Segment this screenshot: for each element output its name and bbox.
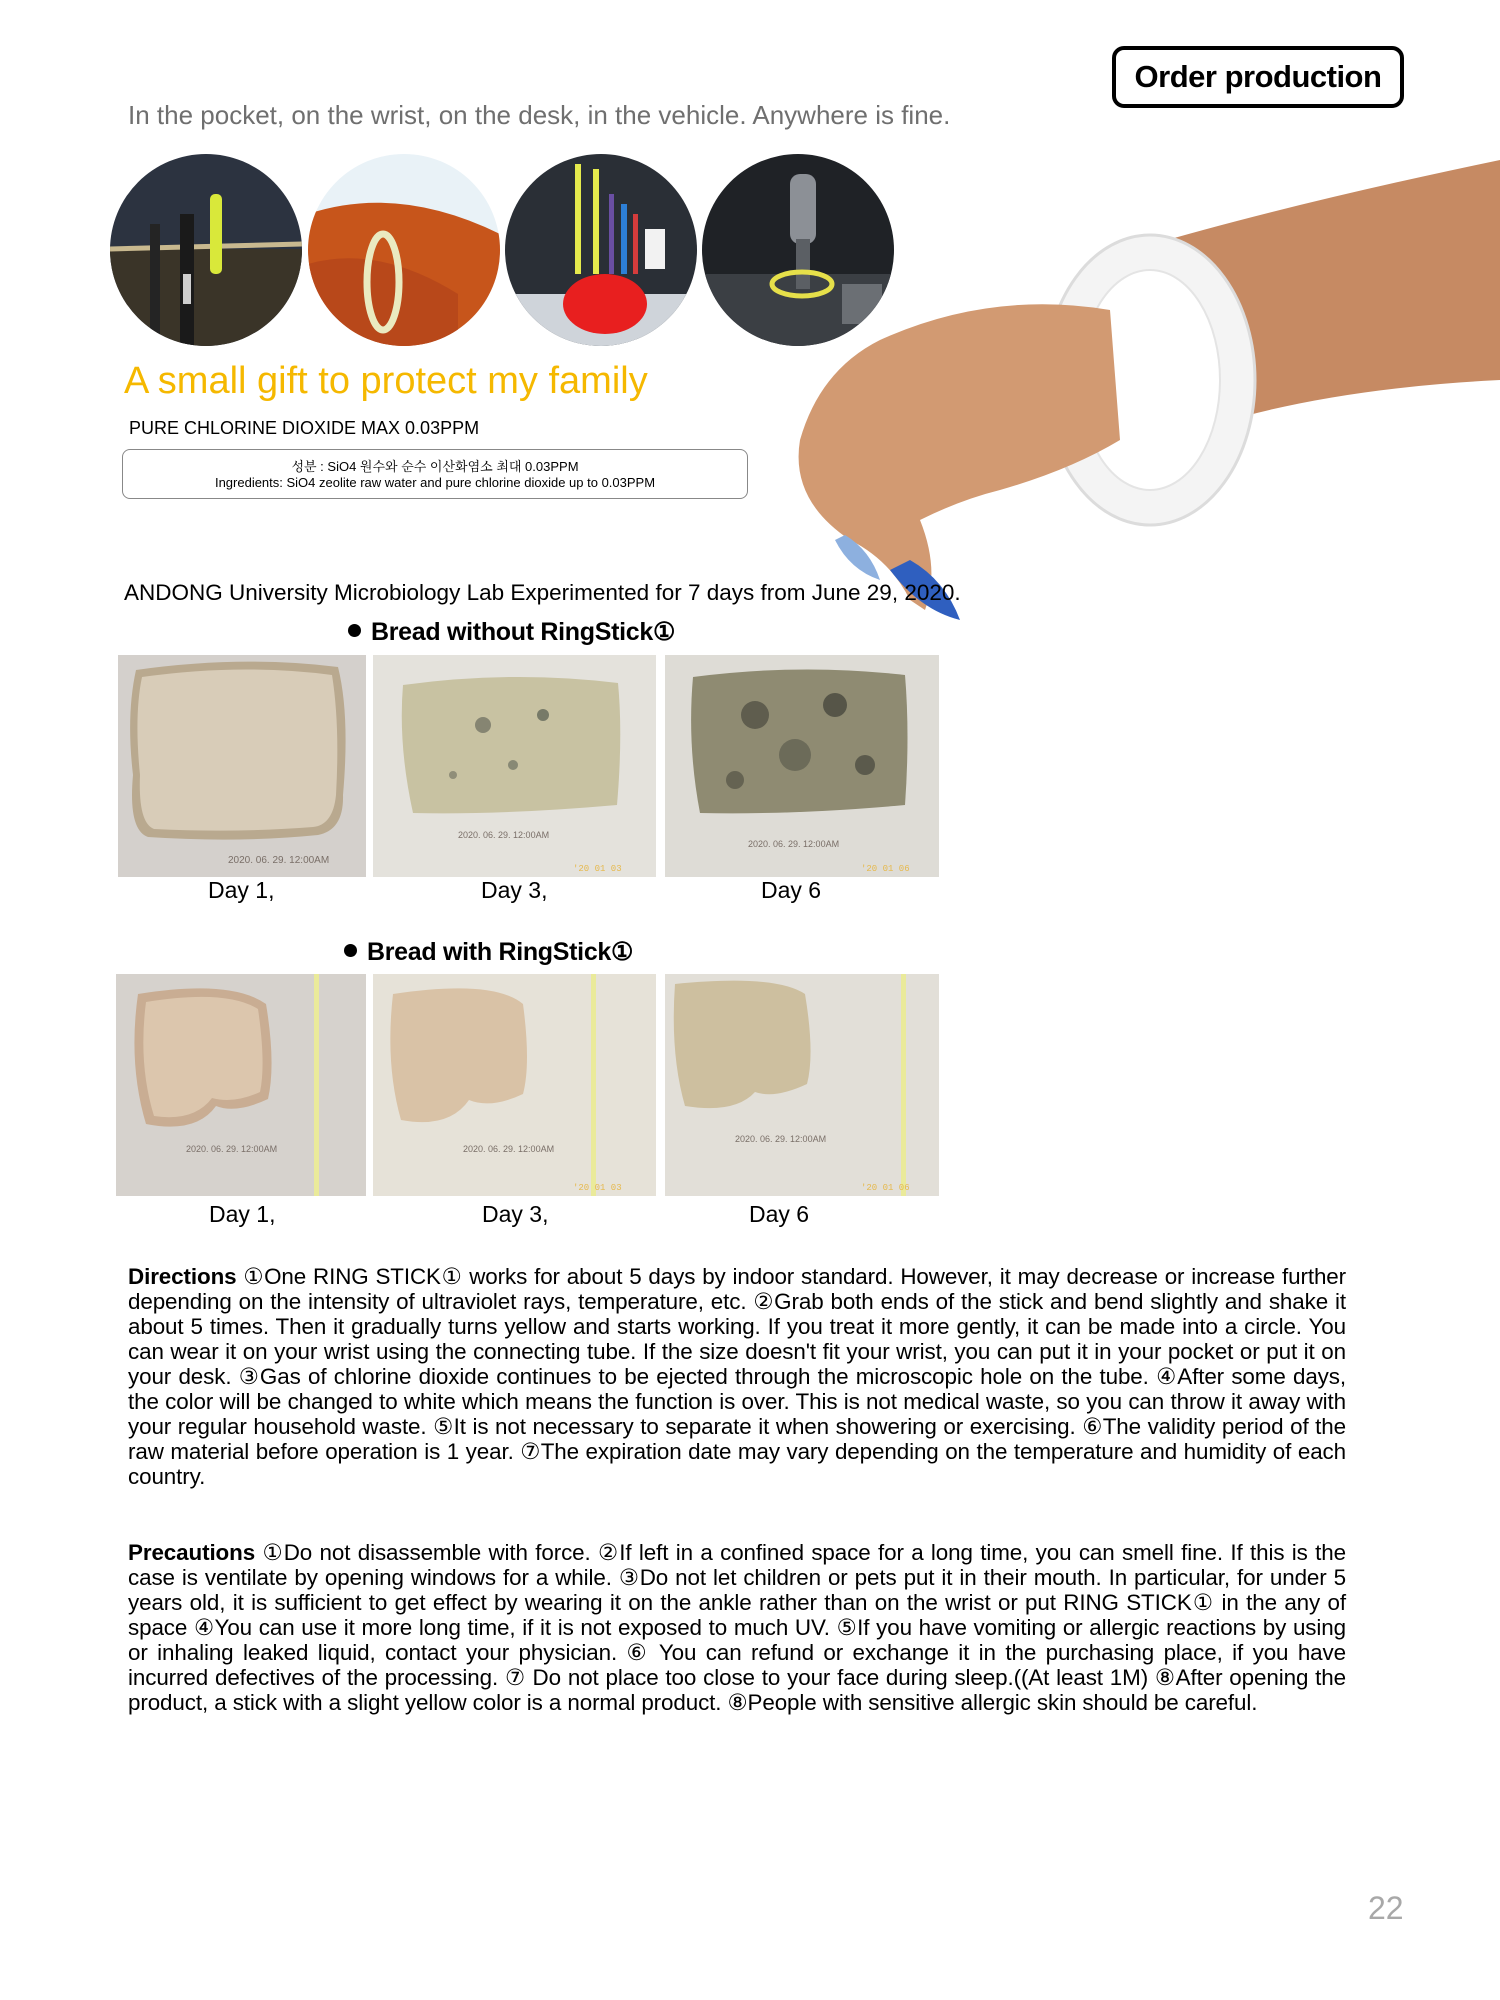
camera-date-stamp: '20 01 03 — [573, 864, 622, 874]
lab-experiment-line: ANDONG University Microbiology Lab Experimented for 7 days from June 29, 2020. — [124, 580, 961, 605]
photo-timestamp: 2020. 06. 29. 12:00AM — [463, 1144, 555, 1154]
directions-paragraph — [128, 1264, 1346, 1489]
day-label: Day 3, — [482, 1201, 549, 1227]
bread-with-ringstick-title: Bread with RingStick① — [367, 938, 634, 966]
day-label: Day 3, — [481, 877, 548, 903]
day-label: Day 6 — [761, 877, 822, 903]
tagline: In the pocket, on the wrist, on the desk, in the vehicle. Anywhere is fine. — [128, 100, 951, 130]
bread-with-day1-photo — [116, 974, 366, 1196]
bread-without-ringstick-title: Bread without RingStick① — [371, 618, 676, 646]
photo-timestamp: 2020. 06. 29. 12:00AM — [228, 855, 330, 866]
bread-with-day3-photo — [373, 974, 656, 1196]
pocket-usage-photo — [110, 154, 302, 346]
precautions-heading: Precautions — [128, 1540, 256, 1565]
day-label: Day 1, — [208, 877, 275, 903]
photo-timestamp: 2020. 06. 29. 12:00AM — [458, 830, 550, 840]
bread-with-day6-photo — [665, 974, 939, 1196]
gift-title: A small gift to protect my family — [124, 360, 648, 402]
chlorine-dioxide-spec: PURE CHLORINE DIOXIDE MAX 0.03PPM — [129, 418, 480, 438]
bread-with-ringstick-heading — [344, 937, 633, 967]
directions-heading: Directions — [128, 1264, 237, 1289]
precautions-text: ①Do not disassemble with force. ②If left in a confined space for a long time, you can smell fine. If this is the case is ventilate by opening windows for a while. ③Do not let children or pets put it in their mouth. In particular, for under 5 years old, it is sufficient to get effect by wearing it on the ankle rather than on the wrist or put RING STICK① in the any of space ④You can use it more long time, if it is not exposed to much UV. ⑤If you have vomiting or allergic reactions by using or inhaling leaked liquid, contact your physician. ⑥ You can refund or exchange it in the purchasing place, if you have incurred defectives of the processing. ⑦ Do not place too close to your face during sleep.((At least 1M) ⑧After opening the product, a stick with a slight yellow color is a normal product. ⑧People with sensitive allergic skin should be careful. — [128, 1540, 1346, 1715]
photo-timestamp: 2020. 06. 29. 12:00AM — [735, 1134, 827, 1144]
wrist-usage-photo — [308, 154, 500, 346]
precautions-paragraph — [128, 1540, 1346, 1715]
camera-date-stamp: '20 01 03 — [573, 1183, 622, 1193]
bullet-icon — [344, 944, 357, 957]
day-label: Day 6 — [749, 1201, 810, 1227]
photo-timestamp: 2020. 06. 29. 12:00AM — [186, 1144, 278, 1154]
order-production-button[interactable]: Order production — [1112, 46, 1404, 108]
bullet-icon — [348, 624, 361, 637]
bread-without-day1-photo — [118, 655, 366, 877]
camera-date-stamp: '20 01 06 — [861, 1183, 910, 1193]
ingredients-box — [122, 449, 748, 499]
photo-timestamp: 2020. 06. 29. 12:00AM — [748, 839, 840, 849]
camera-date-stamp: '20 01 06 — [861, 864, 910, 874]
day-label: Day 1, — [209, 1201, 276, 1227]
page-number: 22 — [1368, 1890, 1404, 1926]
bread-without-day6-photo — [665, 655, 939, 877]
directions-text: ①One RING STICK① works for about 5 days by indoor standard. However, it may decrease or increase further depending on the intensity of ultraviolet rays, temperature, etc. ②Grab both ends of the stick and bend slightly and shake it about 5 times. Then it gradually turns yellow and starts working. If you treat it more gently, it can be made into a circle. You can wear it on your wrist using the connecting tube. If the size doesn't fit your wrist, you can put it in your pocket or put it on your desk. ③Gas of chlorine dioxide continues to be ejected through the microscopic hole on the tube. ④After some days, the color will be changed to white which means the function is over. This is not medical waste, so you can throw it away with your regular household waste. ⑤It is not necessary to separate it when showering or exercising. ⑥The validity period of the raw material before operation is 1 year. ⑦The expiration date may vary depending on the temperature and humidity of each country. — [128, 1264, 1346, 1489]
bread-without-day3-photo — [373, 655, 656, 877]
ingredients-korean: 성분 : SiO4 원수와 순수 이산화염소 최대 0.03PPM — [291, 459, 579, 474]
desk-usage-photo — [505, 154, 697, 346]
ingredients-english: Ingredients: SiO4 zeolite raw water and pure chlorine dioxide up to 0.03PPM — [214, 475, 656, 490]
bread-without-ringstick-heading — [348, 617, 675, 647]
